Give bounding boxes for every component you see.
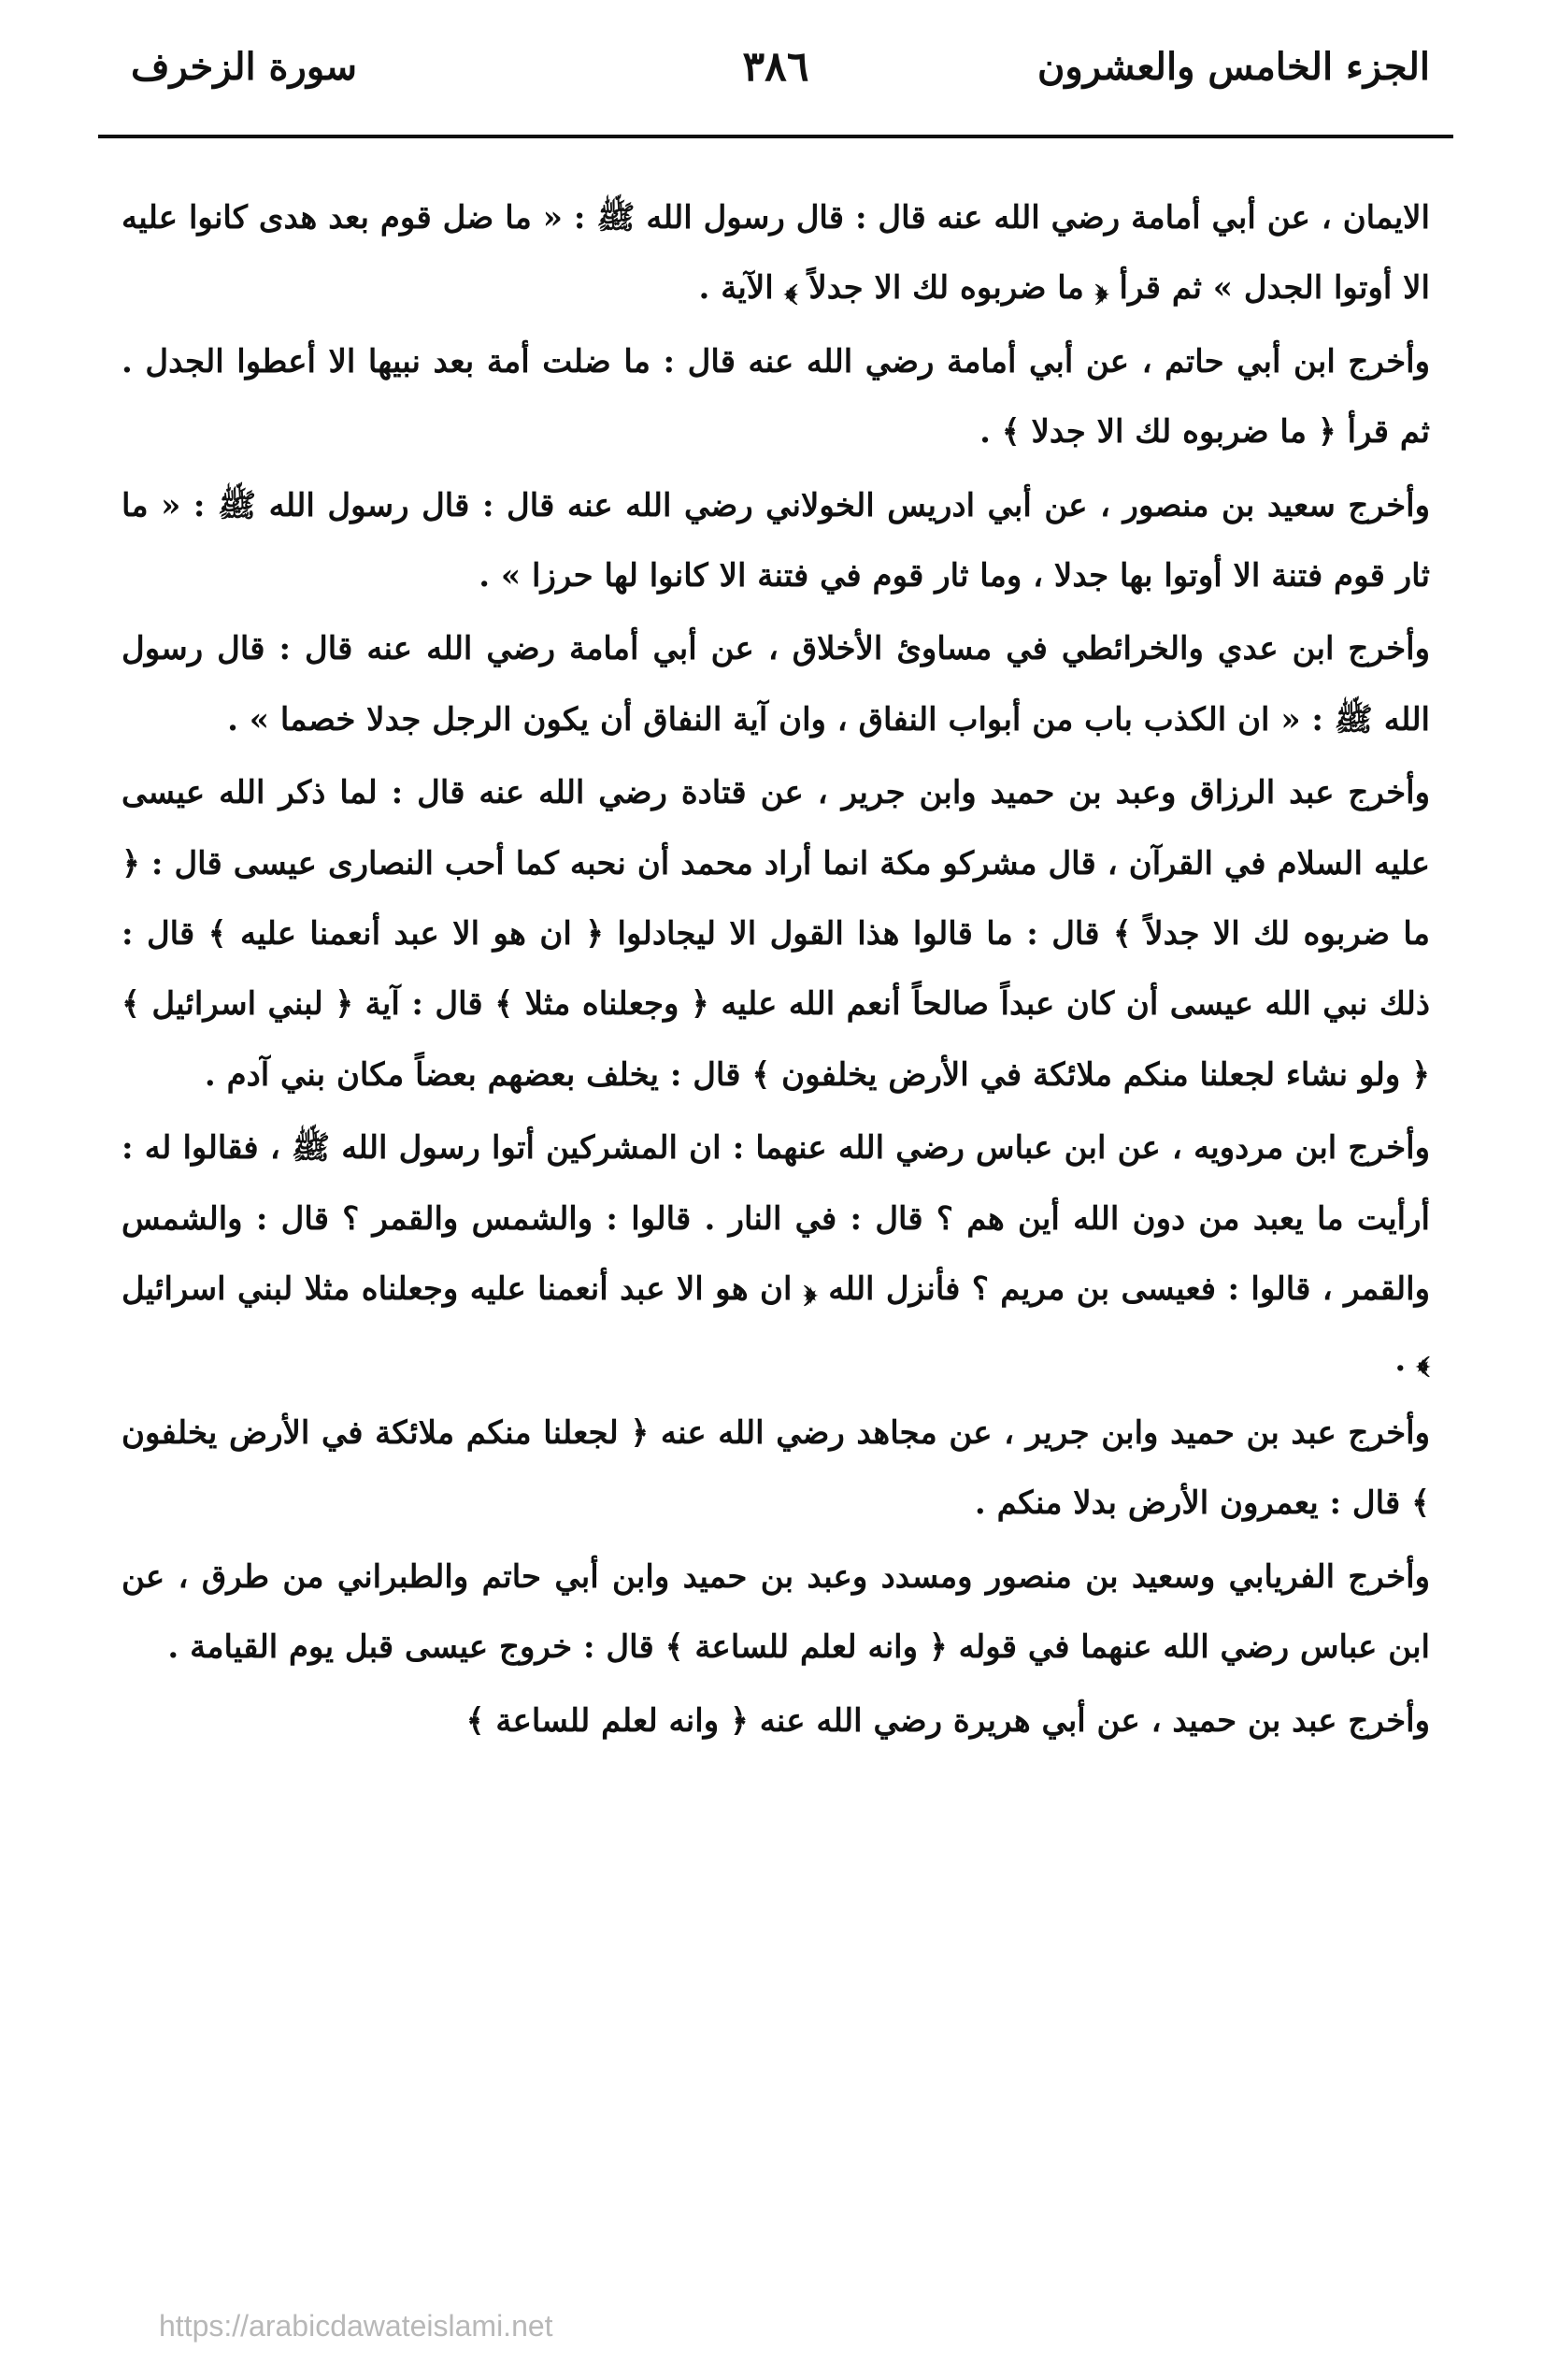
paragraph: الايمان ، عن أبي أمامة رضي الله عنه قال : قال رسول الله ﷺ : « ما ضل قوم بعد هدى كانوا عليه الا أوتوا الجدل » ثم قرأ ﴿ ما ضربوه لك الا جدلاً ﴾ الآية . xyxy=(121,199,1430,308)
watermark-url: https://arabicdawateislami.net xyxy=(159,2309,553,2343)
paragraph: وأخرج سعيد بن منصور ، عن أبي ادريس الخولاني رضي الله عنه قال : قال رسول الله ﷺ : « ما ثار قوم فتنة الا أوتوا بها جدلا ، وما ثار قوم في فتنة الا كانوا لها حرزا » . xyxy=(121,486,1431,595)
running-head-surah: سورة الزخرف xyxy=(131,45,358,89)
header-rule xyxy=(98,135,1453,138)
paragraph: وأخرج ابن عدي والخرائطي في مساوئ الأخلاق ، عن أبي أمامة رضي الله عنه قال : قال رسول الله ﷺ : « ان الكذب باب من أبواب النفاق ، وان آية النفاق أن يكون الرجل جدلا خصما » . xyxy=(121,630,1430,738)
paragraph: وأخرج ابن مردويه ، عن ابن عباس رضي الله عنهما : ان المشركين أتوا رسول الله ﷺ ، فقالوا له : أرأيت ما يعبد من دون الله أين هم ؟ قال : في النار . قالوا : والشمس والقمر ؟ قال : والشمس والقمر ، قالوا : فعيسى بن مريم ؟ فأنزل الله ﴿ ان هو الا عبد أنعمنا عليه وجعلناه مثلا لبني اسرائيل ﴾ . xyxy=(121,1129,1430,1379)
paragraph: وأخرج ابن أبي حاتم ، عن أبي أمامة رضي الله عنه قال : ما ضلت أمة بعد نبيها الا أعطوا الجدل . ثم قرأ ﴿ ما ضربوه لك الا جدلا ﴾ . xyxy=(121,342,1430,452)
running-head-part: الجزء الخامس والعشرون xyxy=(1037,45,1430,89)
page-header xyxy=(93,37,1458,103)
paragraph: وأخرج عبد بن حميد ، عن أبي هريرة رضي الله عنه ﴿ وانه لعلم للساعة ﴾ xyxy=(465,1701,1430,1740)
page-body xyxy=(121,183,1430,1759)
paragraph: وأخرج عبد بن حميد وابن جرير ، عن مجاهد رضي الله عنه ﴿ لجعلنا منكم ملائكة في الأرض يخلفون ﴾ قال : يعمرون الأرض بدلا منكم . xyxy=(121,1413,1430,1523)
paragraph: وأخرج عبد الرزاق وعبد بن حميد وابن جرير ، عن قتادة رضي الله عنه قال : لما ذكر الله عيسى عليه السلام في القرآن ، قال مشركو مكة انما أراد محمد أن نحبه كما أحب النصارى عيسى قال : ﴿ ما ضربوه لك الا جدلاً ﴾ قال : ما قالوا هذا القول الا ليجادلوا ﴿ ان هو الا عبد أنعمنا عليه ﴾ قال : ذلك نبي الله عيسى أن كان عبداً صالحاً أنعم الله عليه ﴿ وجعلناه مثلا ﴾ قال : آية ﴿ لبني اسرائيل ﴾ ﴿ ولو نشاء لجعلنا منكم ملائكة في الأرض يخلفون ﴾ قال : يخلف بعضهم بعضاً مكان بني آدم . xyxy=(121,774,1430,1094)
paragraph: وأخرج الفريابي وسعيد بن منصور ومسدد وعبد بن حميد وابن أبي حاتم والطبراني من طرق ، عن ابن عباس رضي الله عنهما في قوله ﴿ وانه لعلم للساعة ﴾ قال : خروج عيسى قبل يوم القيامة . xyxy=(121,1557,1430,1667)
page-number: ٣٨٦ xyxy=(742,43,809,91)
